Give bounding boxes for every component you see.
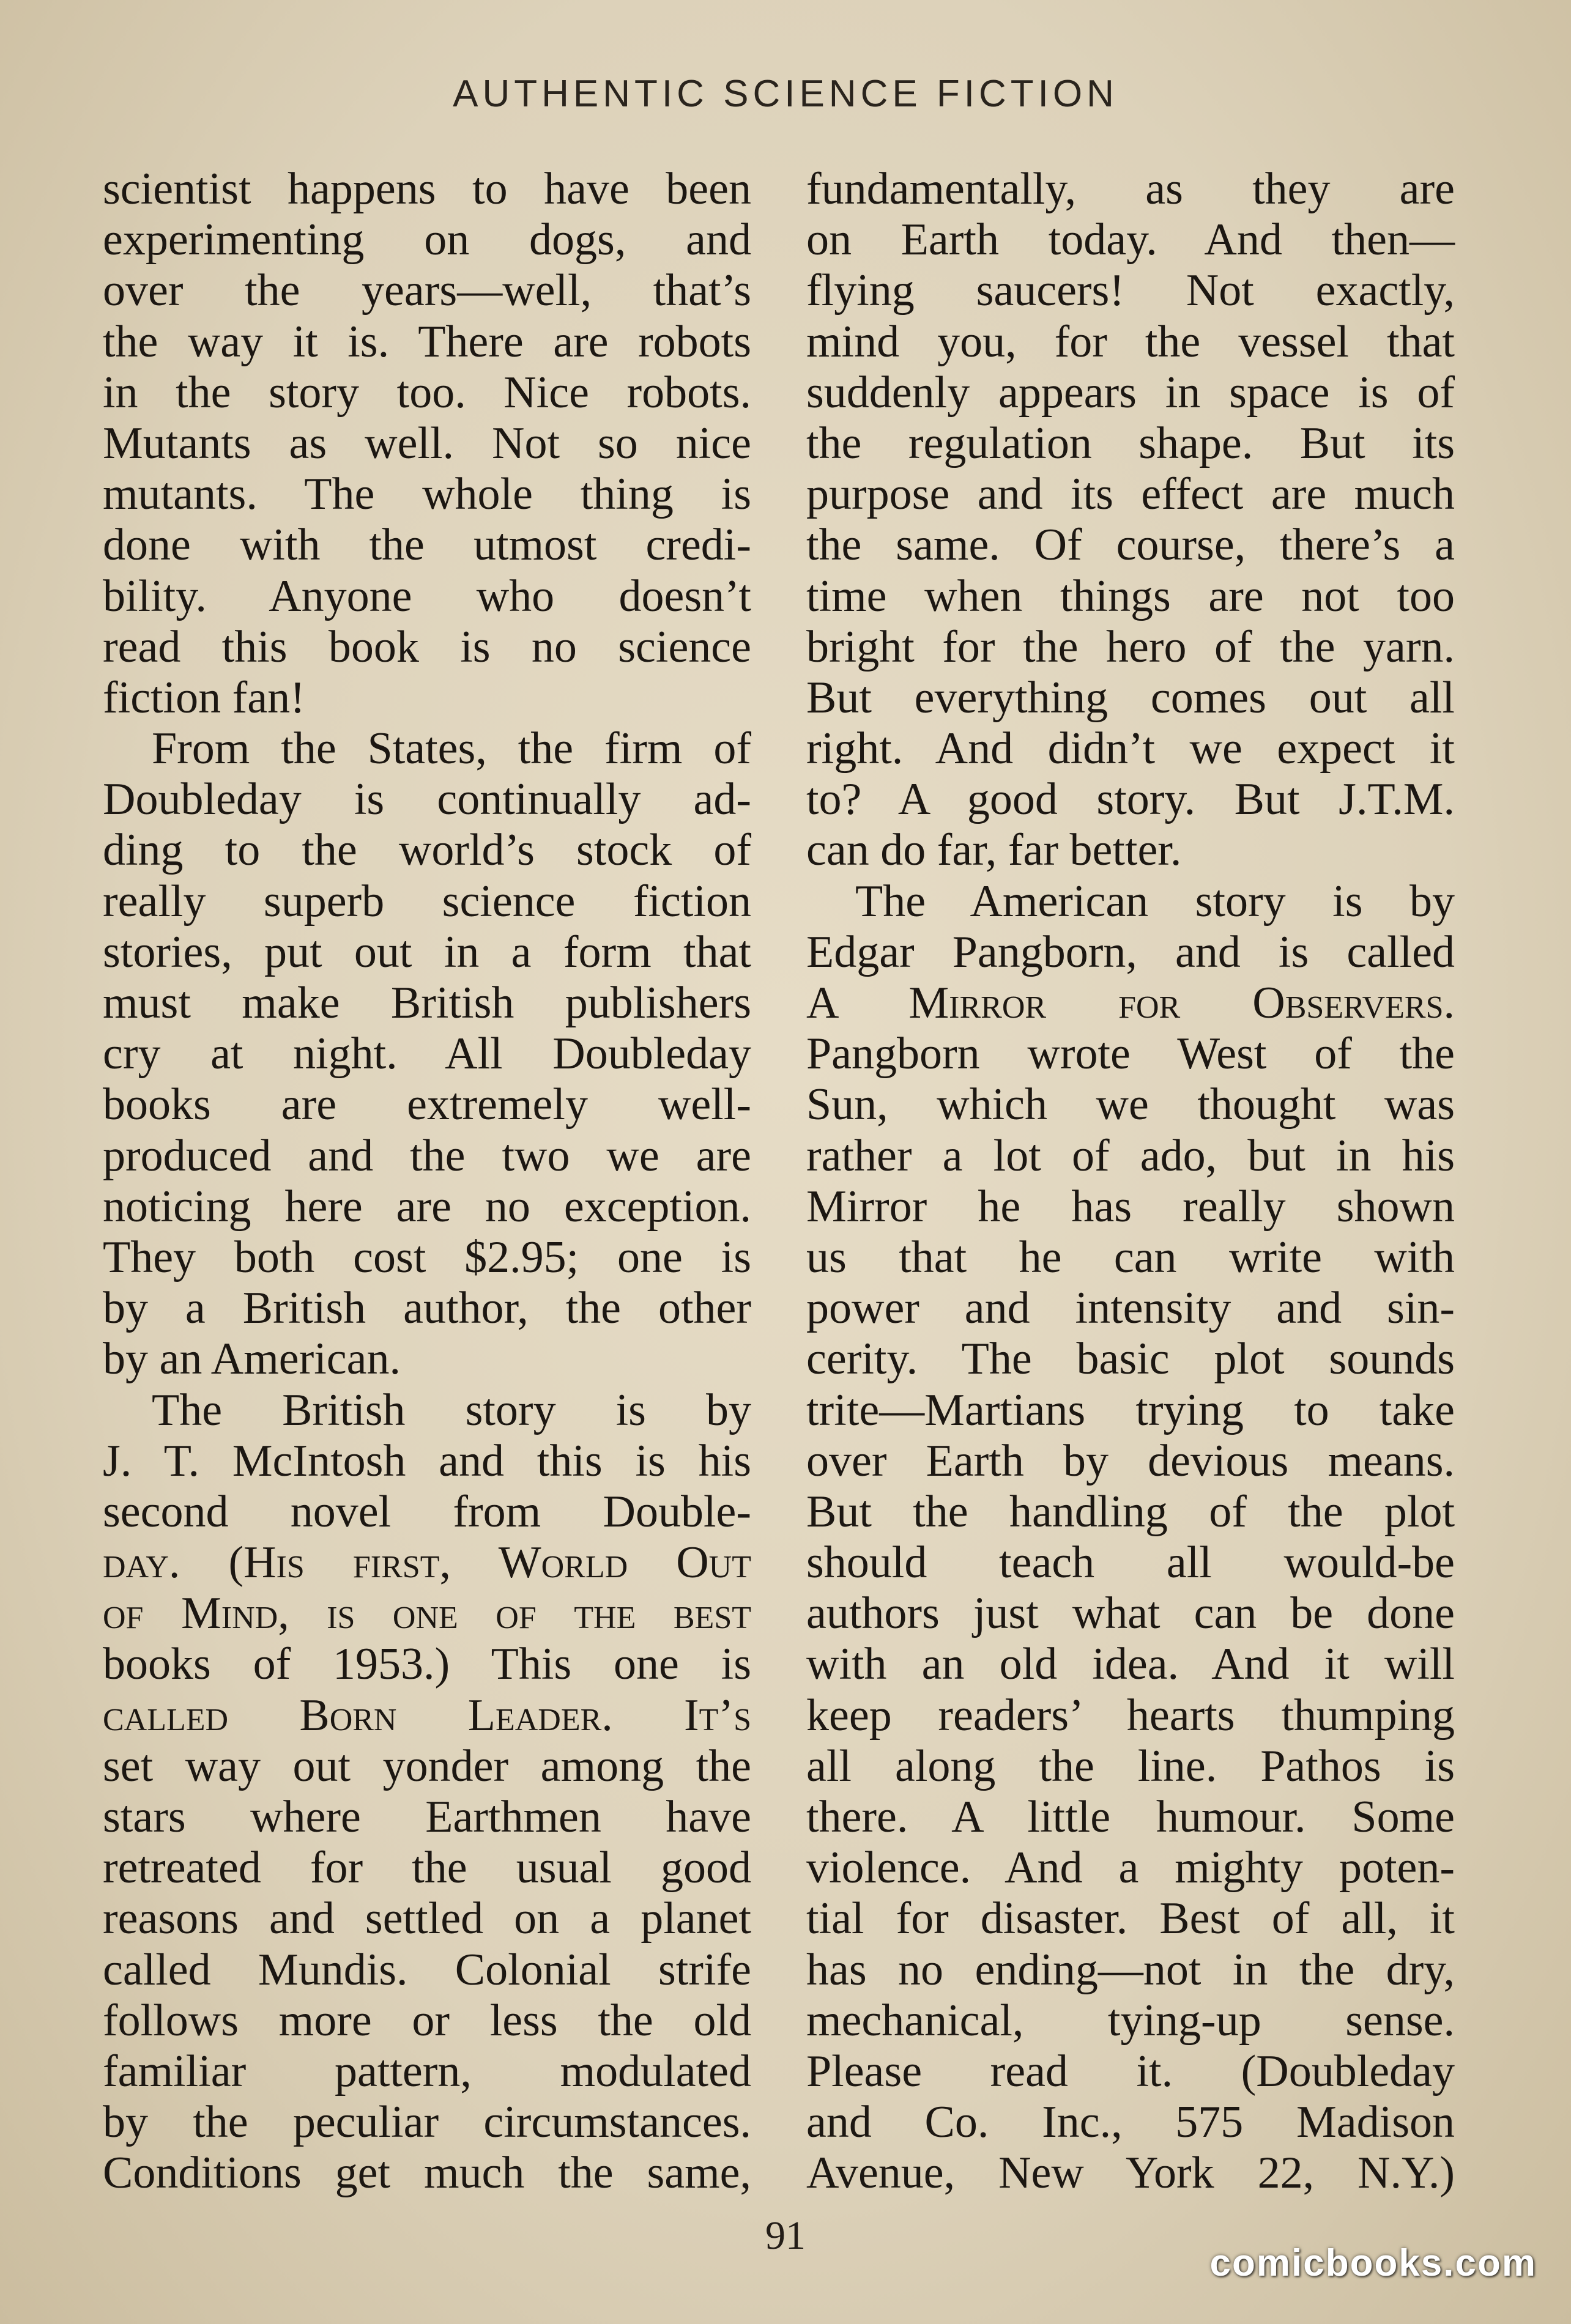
text-line: Edgar Pangborn, and is called [806,927,1455,977]
text-line: of Mind, is one of the best [103,1588,751,1639]
text-line: called Mundis. Colonial strife [103,1944,751,1995]
text-line: The British story is by [152,1385,751,1435]
text-line: stories, put out in a form that [103,927,751,977]
text-line: produced and the two we are [103,1130,751,1181]
text-line: should teach all would-be [806,1538,1455,1588]
text-line: called Born Leader. It’s [103,1690,751,1741]
text-line: right. And didn’t we expect it [806,723,1455,774]
text-line: cerity. The basic plot sounds [806,1334,1455,1385]
text-line: to? A good story. But J.T.M. [806,774,1455,825]
page-number: 91 [765,2213,806,2258]
text-line: by an American. [103,1334,401,1385]
text-line: experimenting on dogs, and [103,215,751,265]
text-line: noticing here are no exception. [103,1181,751,1232]
text-line: rather a lot of ado, but in his [806,1130,1455,1181]
text-line: keep readers’ hearts thumping [806,1690,1455,1741]
text-line: all along the line. Pathos is [806,1741,1455,1791]
text-line: ding to the world’s stock of [103,825,751,876]
text-line: bright for the hero of the yarn. [806,621,1455,672]
text-line: But everything comes out all [806,672,1455,723]
text-line: From the States, the firm of [152,723,751,774]
text-line: suddenly appears in space is of [806,367,1455,418]
text-line: books of 1953.) This one is [103,1639,751,1690]
right-column [806,164,1455,2199]
text-line: mind you, for the vessel that [806,316,1455,367]
text-line: familiar pattern, modulated [103,2046,751,2096]
text-line: bility. Anyone who doesn’t [103,571,751,621]
text-line: violence. And a mighty poten- [806,1843,1455,1893]
text-line: Avenue, New York 22, N.Y.) [806,2148,1455,2199]
text-line: Sun, which we thought was [806,1079,1455,1130]
text-line: books are extremely well- [103,1079,751,1130]
text-line: trite—Martians trying to take [806,1385,1455,1435]
text-line: Pangborn wrote West of the [806,1029,1455,1079]
text-line: power and intensity and sin- [806,1283,1455,1334]
text-line: fiction fan! [103,672,305,723]
text-line: follows more or less the old [103,1995,751,2046]
text-line: scientist happens to have been [103,164,751,214]
text-line: Conditions get much the same, [103,2148,751,2199]
left-column [103,164,751,2199]
text-line: cry at night. All Doubleday [103,1029,751,1079]
text-line: Please read it. (Doubleday [806,2046,1455,2096]
text-line: there. A little humour. Some [806,1792,1455,1842]
text-line: authors just what can be done [806,1588,1455,1639]
text-line: stars where Earthmen have [103,1792,751,1842]
text-line: the same. Of course, there’s a [806,520,1455,571]
text-line: day. (His first, World Out [103,1538,751,1588]
text-line: can do far, far better. [806,825,1182,876]
text-line: They both cost $2.95; one is [103,1232,751,1282]
text-line: and Co. Inc., 575 Madison [806,2097,1455,2148]
text-line: mechanical, tying-up sense. [806,1995,1455,2046]
text-line: must make British publishers [103,978,751,1028]
text-line: purpose and its effect are much [806,469,1455,520]
text-line: has no ending—not in the dry, [806,1944,1455,1995]
text-line: really superb science fiction [103,876,751,927]
text-line: the regulation shape. But its [806,418,1455,468]
text-line: us that he can write with [806,1232,1455,1282]
text-line: in the story too. Nice robots. [103,367,751,418]
text-line: done with the utmost credi- [103,520,751,571]
text-line: on Earth today. And then— [806,215,1455,265]
text-line: set way out yonder among the [103,1741,751,1791]
text-line: flying saucers! Not exactly, [806,265,1455,316]
running-head: AUTHENTIC SCIENCE FICTION [453,73,1118,115]
text-line: second novel from Double- [103,1486,751,1537]
text-line: over the years—well, that’s [103,265,751,316]
text-line: The American story is by [855,876,1455,927]
text-line: Mutants as well. Not so nice [103,418,751,468]
text-line: by the peculiar circumstances. [103,2097,751,2148]
text-line: time when things are not too [806,571,1455,621]
text-line: read this book is no science [103,621,751,672]
text-line: Mirror he has really shown [806,1181,1455,1232]
text-line: But the handling of the plot [806,1486,1455,1537]
text-line: the way it is. There are robots [103,316,751,367]
text-line: with an old idea. And it will [806,1639,1455,1690]
text-line: J. T. McIntosh and this is his [103,1435,751,1486]
text-line: Doubleday is continually ad- [103,774,751,825]
text-line: reasons and settled on a planet [103,1893,751,1944]
text-line: retreated for the usual good [103,1843,751,1893]
site-watermark: comicbooks.com [1209,2242,1537,2284]
text-line: A Mirror for Observers. [806,978,1455,1028]
text-line: tial for disaster. Best of all, it [806,1893,1455,1944]
text-line: over Earth by devious means. [806,1435,1455,1486]
text-line: by a British author, the other [103,1283,751,1334]
text-line: fundamentally, as they are [806,164,1455,214]
text-line: mutants. The whole thing is [103,469,751,520]
